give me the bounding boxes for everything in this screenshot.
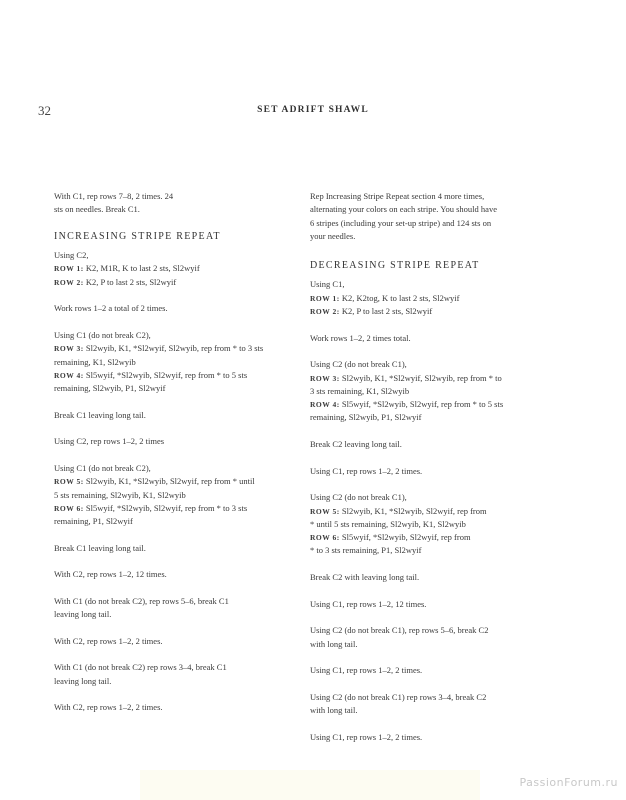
left-intro (54, 190, 296, 217)
row-label: ROW 4: (54, 370, 84, 380)
instruction-line: Using C1, rep rows 1–2, 2 times. (310, 665, 423, 676)
text-line: remaining, K1, Sl2wyib (54, 356, 136, 367)
row-text: Sl2wyib, K1, *Sl2wyib, Sl2wyif, rep from * until (85, 476, 255, 487)
instruction-block (310, 691, 552, 718)
row-label: ROW 1: (54, 264, 84, 274)
text-line: Using C2, (54, 250, 89, 261)
watermark: PassionForum.ru (519, 776, 618, 789)
row-text: K2, P to last 2 sts, Sl2wyif (85, 276, 177, 287)
text-line: leaving long tail. (54, 609, 112, 620)
text-line: With C1 (do not break C2), rep rows 5–6, break C1 (54, 595, 229, 606)
instruction-line: Break C2 with leaving long tail. (310, 572, 420, 583)
text-line: Using C1 (do not break C2), (54, 329, 151, 340)
row-text: Sl5wyif, *Sl2wyib, Sl2wyif, rep from * to 3 sts (85, 502, 248, 513)
row-label: ROW 5: (54, 477, 84, 487)
right-column (310, 190, 552, 757)
row-text: Sl5wyif, *Sl2wyib, Sl2wyif, rep from * to 5 sts (341, 399, 504, 410)
instruction-line: With C2, rep rows 1–2, 12 times. (54, 569, 167, 580)
instruction-line: With C2, rep rows 1–2, 2 times. (54, 635, 163, 646)
text-line: Rep Increasing Stripe Repeat section 4 more times, (310, 191, 485, 201)
row-label: ROW 1: (310, 293, 340, 303)
instruction-line: Using C2, rep rows 1–2, 2 times (54, 436, 165, 447)
increasing-stripe-heading: INCREASING STRIPE REPEAT (54, 230, 221, 242)
instruction-block (54, 462, 296, 528)
row-instruction (54, 502, 296, 515)
instruction-block (54, 329, 296, 395)
instruction-line: Using C1, rep rows 1–2, 2 times. (310, 465, 423, 476)
text-line: leaving long tail. (54, 675, 112, 686)
row-label: ROW 4: (310, 400, 340, 410)
instruction-block (310, 358, 552, 424)
text-line: sts on needles. Break C1. (54, 204, 140, 215)
row-text: K2, M1R, K to last 2 sts, Sl2wyif (85, 263, 200, 274)
instruction-line: Break C1 leaving long tail. (54, 409, 146, 420)
instruction-line: Break C2 leaving long tail. (310, 439, 402, 450)
instruction-line: Work rows 1–2, 2 times total. (310, 332, 411, 343)
text-line: your needles. (310, 230, 356, 241)
row-text: K2, K2tog, K to last 2 sts, Sl2wyif (341, 292, 460, 303)
row-text: Sl5wyif, *Sl2wyib, Sl2wyif, rep from * to 5 sts (85, 369, 248, 380)
text-line: Using C2 (do not break C1), rep rows 5–6, break C2 (310, 625, 489, 636)
decreasing-stripe-heading: DECREASING STRIPE REPEAT (310, 260, 480, 272)
footer-band (140, 770, 480, 800)
text-line: Using C2 (do not break C1), (310, 359, 407, 370)
row-instruction (54, 342, 296, 355)
text-line: Using C2 (do not break C1), (310, 492, 407, 503)
text-line: 6 stripes (including your set-up stripe) and 124 sts on (310, 217, 492, 228)
text-line: With C1, rep rows 7–8, 2 times. 24 (54, 191, 174, 201)
instruction-block (310, 624, 552, 651)
text-line: Using C1, (310, 279, 345, 290)
text-line: remaining, Sl2wyib, P1, Sl2wyif (310, 412, 422, 423)
text-line: with long tail. (310, 638, 358, 649)
row-text: Sl5wyif, *Sl2wyib, Sl2wyif, rep from (341, 532, 471, 543)
text-line: With C1 (do not break C2) rep rows 3–4, break C1 (54, 662, 227, 673)
text-line: * to 3 sts remaining, P1, Sl2wyif (310, 545, 422, 556)
instruction-line: Break C1 leaving long tail. (54, 542, 146, 553)
text-line: remaining, Sl2wyib, P1, Sl2wyif (54, 383, 166, 394)
row-text: Sl2wyib, K1, *Sl2wyib, Sl2wyif, rep from (341, 505, 487, 516)
text-line: Using C2 (do not break C1) rep rows 3–4, break C2 (310, 691, 487, 702)
text-line: 5 sts remaining, Sl2wyib, K1, Sl2wyib (54, 489, 186, 500)
instruction-block (54, 249, 296, 289)
row-label: ROW 6: (54, 503, 84, 513)
row-text: K2, P to last 2 sts, Sl2wyif (341, 306, 433, 317)
row-text: Sl2wyib, K1, *Sl2wyif, Sl2wyib, rep from * to (341, 372, 502, 383)
instruction-block (310, 278, 552, 318)
instruction-line: Using C1, rep rows 1–2, 12 times. (310, 598, 427, 609)
row-label: ROW 3: (54, 344, 84, 354)
instruction-line: With C2, rep rows 1–2, 2 times. (54, 702, 163, 713)
left-column (54, 190, 296, 728)
row-instruction (310, 292, 552, 305)
row-instruction (310, 531, 552, 544)
row-instruction (54, 276, 296, 289)
row-label: ROW 5: (310, 506, 340, 516)
text-line: remaining, P1, Sl2wyif (54, 516, 133, 527)
instruction-line: Work rows 1–2 a total of 2 times. (54, 303, 168, 314)
row-label: ROW 2: (310, 307, 340, 317)
row-label: ROW 2: (54, 277, 84, 287)
row-instruction (310, 398, 552, 411)
row-label: ROW 3: (310, 373, 340, 383)
instruction-block (310, 491, 552, 557)
text-line: * until 5 sts remaining, Sl2wyib, K1, Sl2wyib (310, 518, 466, 529)
row-instruction (310, 305, 552, 318)
row-instruction (310, 505, 552, 518)
text-line: Using C1 (do not break C2), (54, 462, 151, 473)
row-label: ROW 6: (310, 533, 340, 543)
page-number: 32 (38, 103, 51, 118)
row-instruction (54, 475, 296, 488)
running-title: SET ADRIFT SHAWL (257, 105, 369, 115)
text-line: alternating your colors on each stripe. You should have (310, 204, 497, 215)
row-instruction (310, 372, 552, 385)
right-intro (310, 190, 552, 243)
instruction-block (54, 661, 296, 688)
row-instruction (54, 262, 296, 275)
row-text: Sl2wyib, K1, *Sl2wyif, Sl2wyib, rep from * to 3 sts (85, 343, 264, 354)
row-instruction (54, 369, 296, 382)
text-line: with long tail. (310, 704, 358, 715)
instruction-block (54, 595, 296, 622)
instruction-line: Using C1, rep rows 1–2, 2 times. (310, 731, 423, 742)
text-line: 3 sts remaining, K1, Sl2wyib (310, 385, 410, 396)
